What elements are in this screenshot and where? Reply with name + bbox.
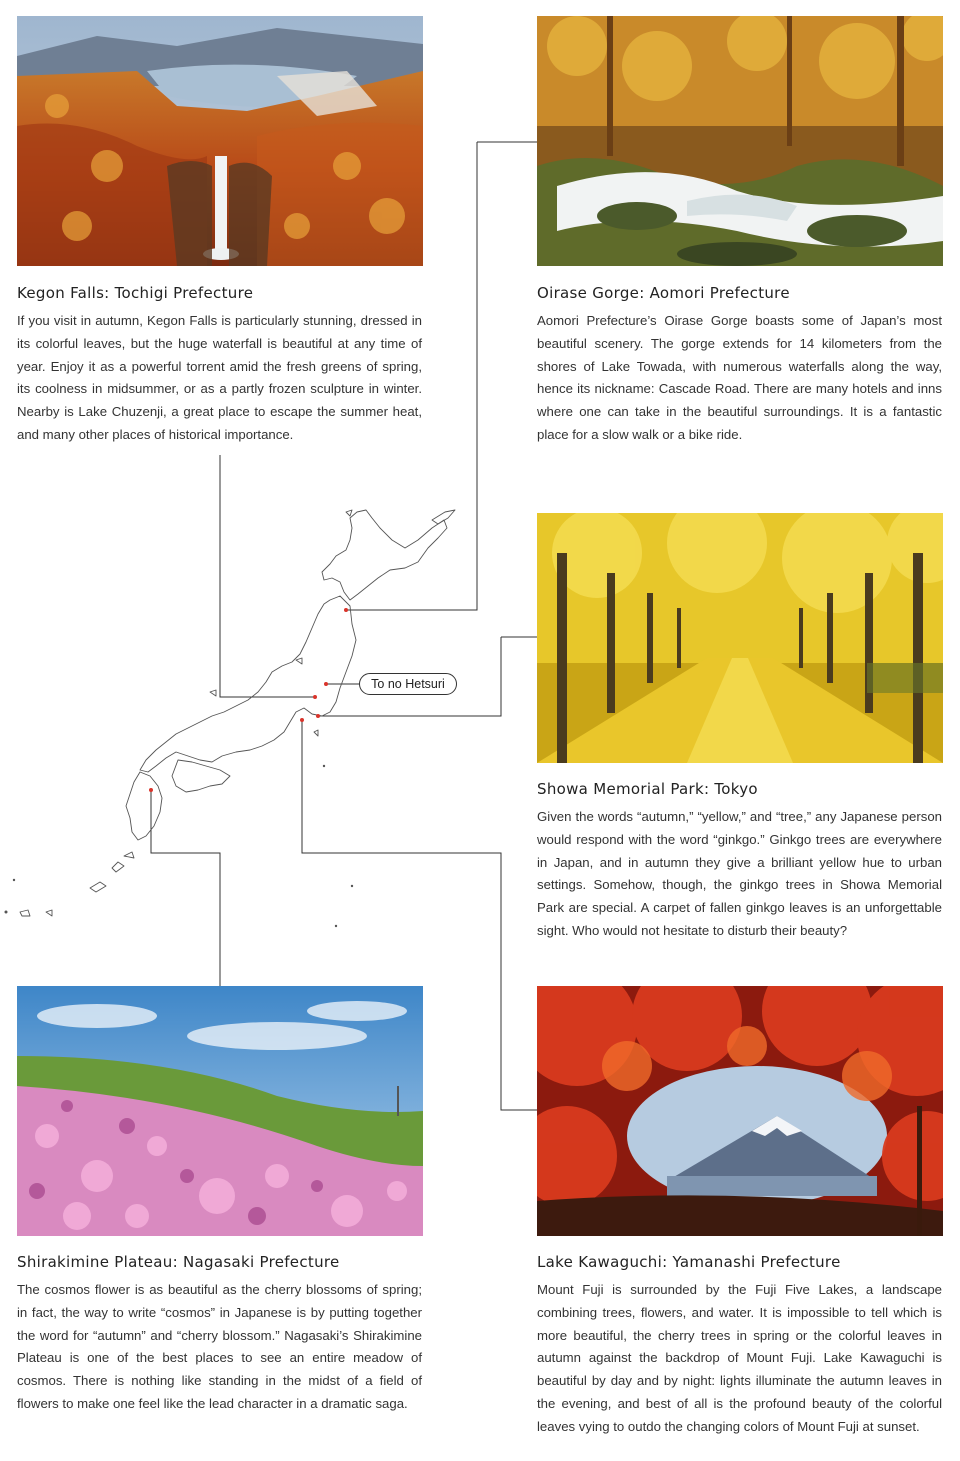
marker-to-no-hetsuri [324, 682, 328, 686]
japan-outline [20, 510, 455, 916]
oirase-gorge-description: Aomori Prefecture’s Oirase Gorge boasts some of Japan’s most beautiful scenery. The gorge extends for 14 kilometers from the shores of Lake Towada, with numerous waterfalls along the way, hence its nickname: Cascade Road. There are many hotels and inns where one can take in the beautiful surroundings. It is a fantastic place for a slow walk or a bike ride. [537, 313, 942, 442]
marker-shirakimine [149, 788, 153, 792]
marker-oirase [344, 608, 348, 612]
lake-kawaguchi-title: Lake Kawaguchi: Yamanashi Prefecture [537, 1253, 841, 1271]
showa-memorial-park-description: Given the words “autumn,” “yellow,” and “tree,” any Japanese person would respond with the word “ginkgo.” Ginkgo trees are everywhere in Japan, and in autumn they give a brilliant yellow hue to urban settings. Somehow, though, the ginkgo trees in Showa Memorial Park are special. A carpet of fallen ginkgo leaves is an unforgettable sight. Who would not hesitate to disturb their beauty? [537, 809, 942, 938]
kegon-falls-title: Kegon Falls: Tochigi Prefecture [17, 284, 254, 302]
lake-kawaguchi-description: Mount Fuji is surrounded by the Fuji Five Lakes, a landscape combining trees, flowers, and water. It is impossible to tell which is more beautiful, the cherry trees in spring or the colorful leaves in autumn against the backdrop of Mount Fuji. Lake Kawaguchi is beautiful by day and by night: lights illuminate the autumn leaves in the evening, and best of all is the profound beauty of the colorful leaves vying to outdo the changing colors of Mount Fuji at sunset. [537, 1282, 942, 1434]
shirakimine-plateau-title: Shirakimine Plateau: Nagasaki Prefecture [17, 1253, 340, 1271]
marker-showa [316, 714, 320, 718]
shirakimine-plateau-description: The cosmos flower is as beautiful as the cherry blossoms of spring; in fact, the way to write “cosmos” in Japanese is by putting together the word for “autumn” and “cherry blossom.” Nagasaki’s Shirakimine Plateau is one of the best places to see an entire meadow of cosmos. There is nothing like standing in the midst of a field of flowers to make one feel like the lead character in a dramatic saga. [17, 1282, 422, 1411]
kegon-falls-description: If you visit in autumn, Kegon Falls is particularly stunning, dressed in its colorful leaves, but the huge waterfall is beautiful at any time of year. Enjoy it as a powerful torrent amid the fresh greens of spring, its coolness in midsummer, or as a partly frozen sculpture in winter. Nearby is Lake Chuzenji, a great place to escape the summer heat, and many other places of historical importance. [17, 313, 422, 442]
marker-kegon [313, 695, 317, 699]
showa-memorial-park-title: Showa Memorial Park: Tokyo [537, 780, 758, 798]
marker-kawaguchi [300, 718, 304, 722]
to-no-hetsuri-label: To no Hetsuri [359, 673, 457, 695]
oirase-gorge-title: Oirase Gorge: Aomori Prefecture [537, 284, 790, 302]
